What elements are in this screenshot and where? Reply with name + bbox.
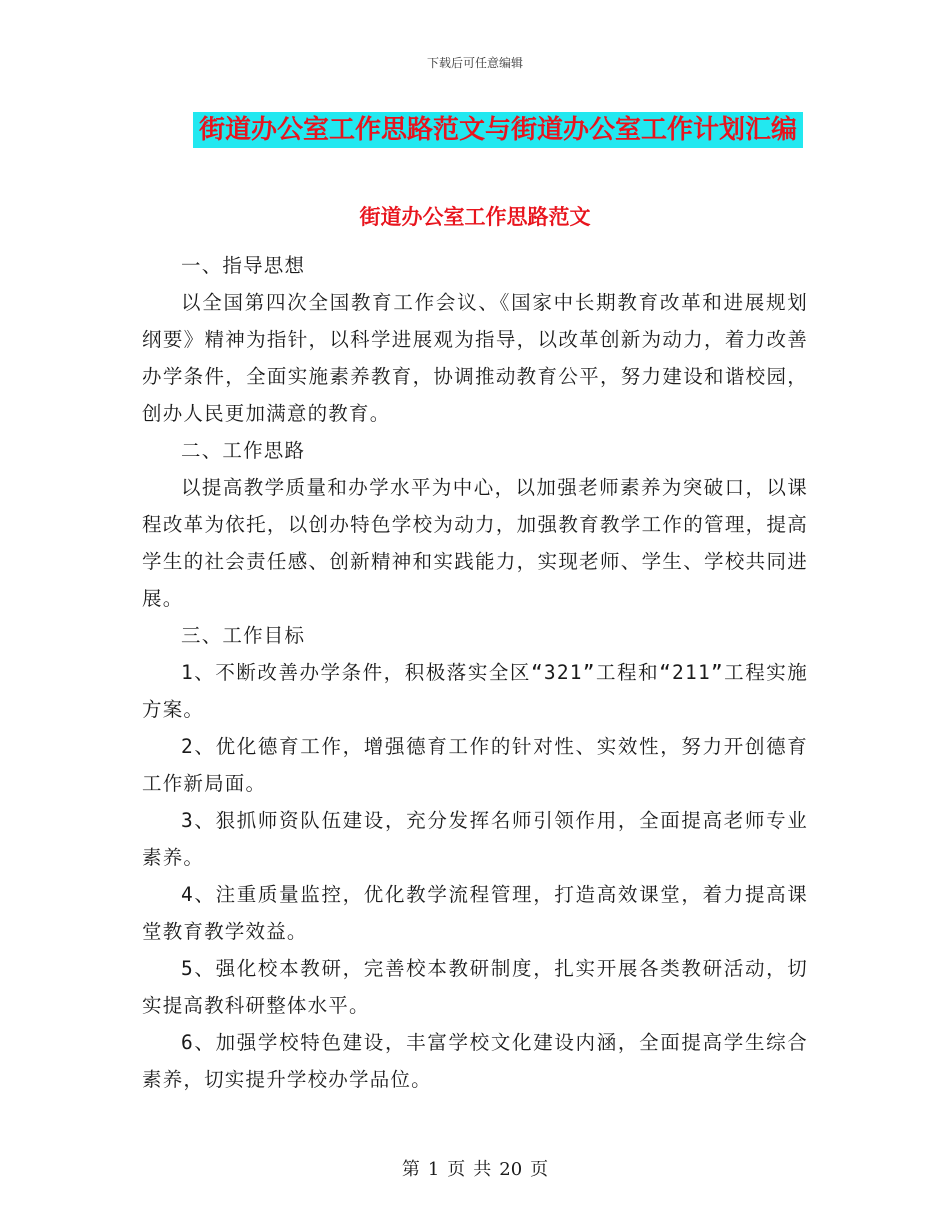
document-title: 街道办公室工作思路范文与街道办公室工作计划汇编 bbox=[198, 115, 797, 145]
goal-item: 4、注重质量监控，优化教学流程管理，打造高效课堂，着力提高课堂教育教学效益。 bbox=[142, 883, 808, 943]
document-body bbox=[142, 247, 808, 1098]
footer-total-prefix: 共 bbox=[473, 1159, 492, 1180]
goal-item: 3、狠抓师资队伍建设，充分发挥名师引领作用，全面提高老师专业素养。 bbox=[142, 809, 808, 869]
goal-item: 1、不断改善办学条件，积极落实全区“321”工程和“211”工程实施方案。 bbox=[142, 661, 808, 721]
paragraph: 以提高教学质量和办学水平为中心，以加强老师素养为突破口，以课程改革为依托，以创办特色学校为动力，加强教育教学工作的管理，提高学生的社会责任感、创新精神和实践能力，实现老师、学生、学校共同进展。 bbox=[142, 476, 808, 610]
total-pages: 20 bbox=[499, 1159, 523, 1180]
page-footer bbox=[0, 1155, 950, 1181]
footer-page-unit: 页 bbox=[447, 1159, 466, 1180]
paragraph: 以全国第四次全国教育工作会议、《国家中长期教育改革和进展规划纲要》精神为指针，以科学进展观为指导，以改革创新为动力，着力改善办学条件，全面实施素养教育，协调推动教育公平，努力建设和谐校园，创办人民更加满意的教育。 bbox=[142, 291, 808, 425]
goal-item: 6、加强学校特色建设，丰富学校文化建设内涵，全面提高学生综合素养，切实提升学校办学品位。 bbox=[142, 1031, 808, 1091]
page-number: 1 bbox=[427, 1159, 440, 1180]
goal-item: 2、优化德育工作，增强德育工作的针对性、实效性，努力开创德育工作新局面。 bbox=[142, 735, 808, 795]
footer-total-unit: 页 bbox=[530, 1159, 549, 1180]
heading-work-approach: 二、工作思路 bbox=[181, 439, 306, 462]
header-note: 下载后可任意编辑 bbox=[426, 56, 523, 70]
footer-prefix: 第 bbox=[401, 1159, 420, 1180]
heading-work-goals: 三、工作目标 bbox=[181, 624, 306, 647]
section-title: 街道办公室工作思路范文 bbox=[359, 204, 591, 229]
heading-guiding-ideology: 一、指导思想 bbox=[181, 254, 306, 277]
goal-item: 5、强化校本教研，完善校本教研制度，扎实开展各类教研活动，切实提高教科研整体水平。 bbox=[142, 957, 808, 1017]
